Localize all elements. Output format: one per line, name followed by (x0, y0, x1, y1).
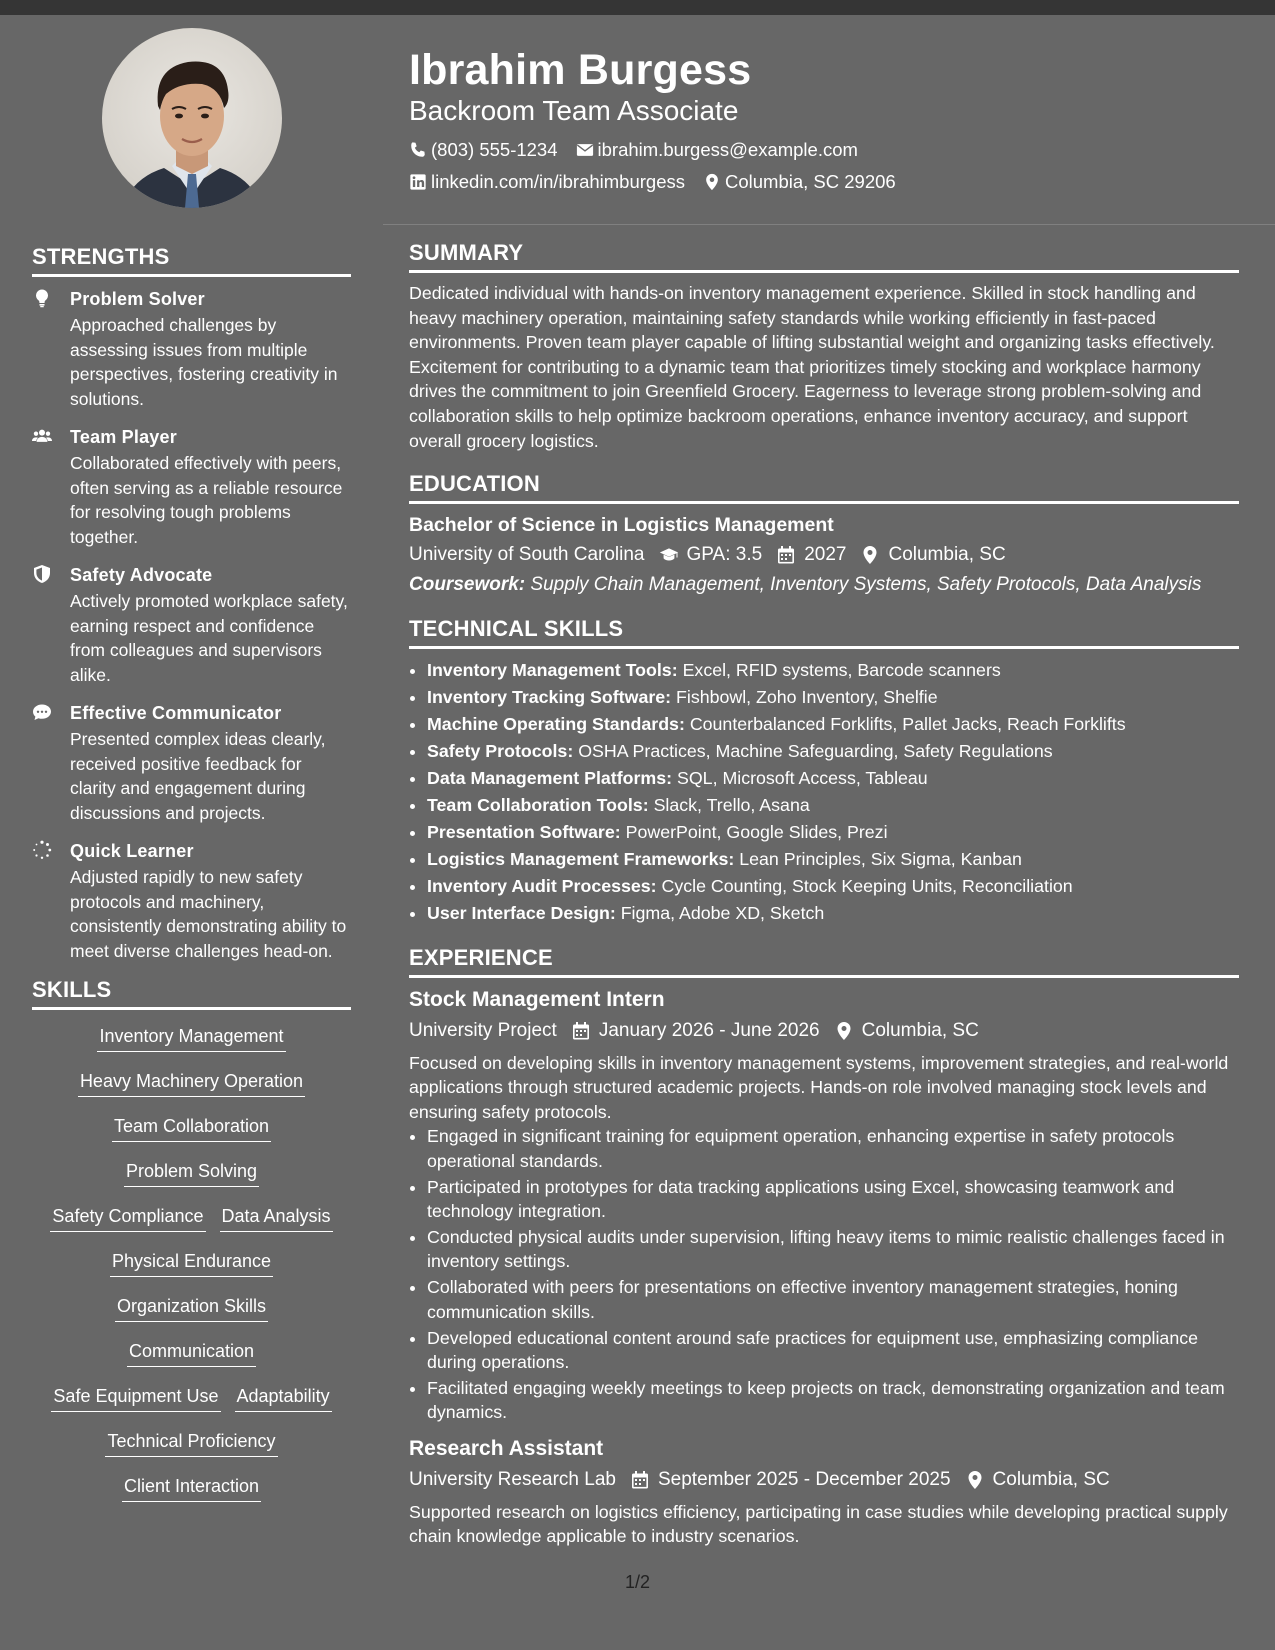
list-item (427, 900, 1239, 927)
linkedin-contact (409, 170, 685, 194)
strengths-title: STRENGTHS (32, 244, 351, 277)
strength-desc: Presented complex ideas clearly, received positive feedback for clarity and engagement during discussions and projects. (70, 729, 326, 823)
list-item (427, 846, 1239, 873)
header-divider (383, 224, 1275, 225)
sidebar (32, 28, 351, 1519)
year-text: 2027 (804, 544, 847, 566)
skill-tag: Technical Proficiency (105, 1429, 277, 1457)
coursework-label: Coursework: (409, 574, 526, 596)
skill-label: Data Management Platforms: (427, 767, 673, 788)
map-marker-icon (965, 1470, 985, 1490)
list-item: • Engaged in significant training for equipment operation, enhancing expertise in safety protocols operational standards. (427, 1124, 1239, 1173)
calendar-icon (776, 545, 796, 565)
job-dates (571, 1017, 820, 1045)
job-location (834, 1017, 979, 1045)
experience-title: EXPERIENCE (409, 945, 1239, 978)
dates-text: January 2026 - June 2026 (598, 1019, 820, 1041)
strength-desc: Actively promoted workplace safety, earning respect and confidence from colleagues and supervisors alike. (70, 591, 348, 685)
education-title: EDUCATION (409, 471, 1239, 504)
skill-label: Inventory Tracking Software: (427, 686, 672, 707)
linkedin-text: linkedin.com/in/ibrahimburgess (431, 171, 685, 192)
gpa (659, 541, 763, 569)
map-marker-icon (860, 545, 880, 565)
skill-label: Machine Operating Standards: (427, 713, 685, 734)
skill-label: Presentation Software: (427, 821, 621, 842)
skill-tag: Physical Endurance (110, 1249, 273, 1277)
graduation-cap-icon (659, 545, 679, 565)
strength-name: Team Player (70, 427, 177, 447)
calendar-icon (630, 1470, 650, 1490)
list-item (427, 873, 1239, 900)
comment-icon (32, 702, 52, 722)
envelope-icon (576, 141, 594, 159)
portrait-image (102, 28, 282, 208)
job-dates (630, 1466, 951, 1494)
strength-name: Effective Communicator (70, 703, 282, 723)
skill-tag: Communication (127, 1339, 256, 1367)
location-text: Columbia, SC (992, 1468, 1110, 1490)
list-item: • Facilitated engaging weekly meetings to keep projects on track, demonstrating organization and team dynamics. (427, 1376, 1239, 1425)
coursework (409, 573, 1239, 598)
list-item (427, 792, 1239, 819)
skill-value: SQL, Microsoft Access, Tableau (672, 767, 928, 788)
skill-tag: Heavy Machinery Operation (78, 1069, 305, 1097)
skill-value: PowerPoint, Google Slides, Prezi (620, 821, 888, 842)
summary-text: Dedicated individual with hands-on inventory management experience. Skilled in stock handling and heavy machinery operation, maintaining safety standards while working efficiently in fast-paced environments. Proven team player capable of lifting substantial weight and organizing tasks effectively. Excitement for contributing to a dynamic team that prioritizes timely stocking and workplace harmony drives the commitment to join Greenfield Grocery. Eagerness to leverage strong problem-solving and collaboration skills to help optimize backroom operations, enhance inventory accuracy, and support overall grocery logistics. (409, 283, 1215, 451)
list-item: • Collaborated with peers for presentations on effective inventory management strategies, honing communication skills. (427, 1275, 1239, 1324)
job-title: Research Assistant (409, 1436, 604, 1460)
job-org: University Research Lab (409, 1468, 616, 1490)
map-marker-icon (703, 173, 721, 191)
list-item (427, 657, 1239, 684)
skill-value: Counterbalanced Forklifts, Pallet Jacks, Reach Forklifts (684, 713, 1126, 734)
education-location (860, 541, 1005, 569)
skill-tag: Safe Equipment Use (51, 1384, 220, 1412)
experience-entry (409, 1435, 1239, 1549)
top-bar (0, 0, 1275, 15)
resume-header (409, 44, 1239, 194)
summary-title: SUMMARY (409, 240, 1239, 273)
coursework-text: Supply Chain Management, Inventory Systems, Safety Protocols, Data Analysis (525, 574, 1202, 596)
school-name: University of South Carolina (409, 544, 645, 566)
users-icon (32, 426, 52, 446)
skills-list (32, 1024, 351, 1502)
skill-value: Slack, Trello, Asana (648, 794, 810, 815)
skill-value: Lean Principles, Six Sigma, Kanban (734, 848, 1022, 869)
location-text: Columbia, SC (888, 544, 1006, 566)
strength-item (32, 425, 351, 549)
skill-value: Figma, Adobe XD, Sketch (615, 902, 825, 923)
experience-section (409, 945, 1239, 1549)
map-marker-icon (834, 1021, 854, 1041)
strength-item (32, 701, 351, 825)
phone-contact (409, 138, 558, 162)
list-item: • Participated in prototypes for data tracking applications using Excel, showcasing teamwork and technology integration. (427, 1175, 1239, 1224)
skill-value: OSHA Practices, Machine Safeguarding, Safety Regulations (573, 740, 1053, 761)
location-text: Columbia, SC 29206 (724, 171, 896, 192)
skill-label: Logistics Management Frameworks: (427, 848, 735, 869)
strength-name: Safety Advocate (70, 565, 213, 585)
degree: Bachelor of Science in Logistics Management (409, 514, 834, 537)
strength-item (32, 287, 351, 411)
summary-section (409, 240, 1239, 453)
job-org: University Project (409, 1019, 557, 1041)
phone-icon (409, 141, 427, 159)
job-title: Stock Management Intern (409, 987, 665, 1011)
skill-tag: Client Interaction (122, 1474, 261, 1502)
job-bullets (409, 1124, 1239, 1424)
phone-text: (803) 555-1234 (431, 139, 558, 160)
dates-text: September 2025 - December 2025 (657, 1468, 951, 1490)
skill-tag: Organization Skills (115, 1294, 268, 1322)
technical-skills-list (409, 657, 1239, 927)
list-item (427, 819, 1239, 846)
list-item (427, 765, 1239, 792)
skill-tag: Inventory Management (97, 1024, 285, 1052)
skill-tag: Problem Solving (124, 1159, 259, 1187)
main-content (409, 240, 1239, 1567)
skill-tag: Data Analysis (220, 1204, 333, 1232)
page-number: 1/2 (624, 1572, 651, 1592)
list-item (427, 711, 1239, 738)
skill-value: Cycle Counting, Stock Keeping Units, Reconciliation (656, 875, 1073, 896)
education-section (409, 471, 1239, 598)
skill-tag: Safety Compliance (50, 1204, 205, 1232)
list-item: • Conducted physical audits under supervision, lifting heavy items to mimic realistic challenges faced in inventory settings. (427, 1225, 1239, 1274)
skill-label: Safety Protocols: (427, 740, 574, 761)
profile-photo (102, 28, 282, 208)
skill-tag: Team Collaboration (112, 1114, 271, 1142)
skill-label: User Interface Design: (427, 902, 616, 923)
linkedin-icon (409, 173, 427, 191)
strength-item (32, 839, 351, 963)
calendar-icon (571, 1021, 591, 1041)
skill-label: Inventory Audit Processes: (427, 875, 657, 896)
gpa-text: GPA: 3.5 (686, 544, 763, 566)
email-contact (576, 138, 858, 162)
candidate-name: Ibrahim Burgess (409, 46, 752, 94)
job-description: Supported research on logistics efficiency, participating in case studies while developing practical supply chain knowledge applicable to industry scenarios. (409, 1501, 1228, 1547)
technical-skills-title: TECHNICAL SKILLS (409, 616, 1239, 649)
strength-desc: Approached challenges by assessing issues from multiple perspectives, fostering creativity in solutions. (70, 315, 338, 409)
skill-label: Inventory Management Tools: (427, 659, 678, 680)
strength-desc: Adjusted rapidly to new safety protocols and machinery, consistently demonstrating ability to meet diverse challenges head-on. (70, 867, 347, 961)
skill-value: Fishbowl, Zoho Inventory, Shelfie (671, 686, 938, 707)
location-contact (703, 170, 896, 194)
strength-name: Problem Solver (70, 289, 205, 309)
spinner-icon (32, 840, 52, 860)
graduation-year (776, 541, 846, 569)
list-item (427, 684, 1239, 711)
list-item: • Developed educational content around safe practices for equipment use, emphasizing compliance during operations. (427, 1326, 1239, 1375)
experience-entry (409, 986, 1239, 1425)
technical-skills-section (409, 616, 1239, 927)
shield-icon (32, 564, 52, 584)
lightbulb-icon (32, 288, 52, 308)
skills-title: SKILLS (32, 977, 351, 1010)
job-description: Focused on developing skills in inventory management systems, improvement strategies, and real-world applications through structured academic projects. Hands-on role involved managing stock levels and ensuring safety protocols. (409, 1052, 1229, 1122)
strength-name: Quick Learner (70, 841, 194, 861)
location-text: Columbia, SC (861, 1019, 979, 1041)
skill-tag: Adaptability (235, 1384, 332, 1412)
list-item (427, 738, 1239, 765)
candidate-title: Backroom Team Associate (409, 95, 739, 126)
strength-item (32, 563, 351, 687)
job-location (965, 1466, 1110, 1494)
strength-desc: Collaborated effectively with peers, often serving as a reliable resource for resolving tough problems together. (70, 453, 343, 547)
skill-value: Excel, RFID systems, Barcode scanners (677, 659, 1001, 680)
skill-label: Team Collaboration Tools: (427, 794, 649, 815)
email-text: ibrahim.burgess@example.com (597, 139, 858, 160)
